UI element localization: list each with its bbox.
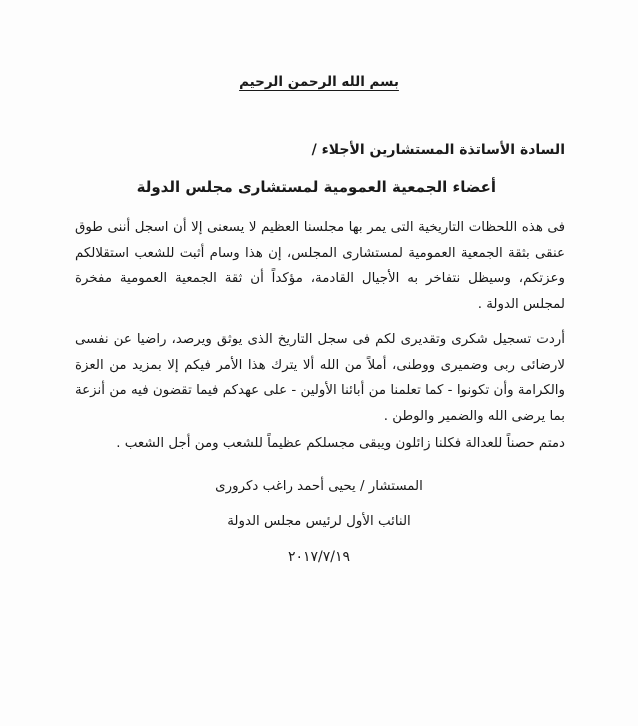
closing-line: دمتم حصناً للعدالة فكلنا زائلون ويبقى مجسلكم عظيماً للشعب ومن أجل الشعب .	[116, 436, 565, 451]
letter-date: ٢٠١٧/٧/١٩	[287, 549, 351, 565]
addressee: أعضاء الجمعية العمومية لمستشارى مجلس الدولة	[136, 178, 496, 196]
paragraph-1: فى هذه اللحظات التاريخية التى يمر بها مجلسنا العظيم لا يسعنى إلا أن اسجل أننى طوق عنقى بثقة الجمعية العمومية لمستشارى المجلس، إن هذا وسام أثبت للشعب استقلالكم وعزتكم، وسيظل نتفاخر به الأجيال القادمة، مؤكداً أن ثقة الجمعية العمومية مفخرة لمجلس الدولة .	[75, 220, 565, 312]
signer-title: النائب الأول لرئيس مجلس الدولة	[227, 514, 411, 529]
basmala-heading	[0, 74, 638, 90]
paragraph-2: أردت تسجيل شكرى وتقديرى لكم فى سجل التاريخ الذى يوثق ويرصد، راضيا عن نفسى لارضائى ربى وضميرى ووطنى، أملاً من الله ألا يترك هذا الأمر فيكم إلا بمزيد من العزة والكرامة وأن تكونوا - كما تعلمنا من أبائنا الأولين - على عهدكم فيما تقضون فيه من أنزعة بما يرضى الله والضمير والوطن .	[75, 332, 565, 424]
salutation: السادة الأساتذة المستشارين الأجلاء /	[311, 142, 565, 158]
basmala-text: بسم الله الرحمن الرحيم	[239, 74, 399, 90]
signer-name: المستشار / يحيى أحمد راغب دكرورى	[215, 479, 423, 494]
